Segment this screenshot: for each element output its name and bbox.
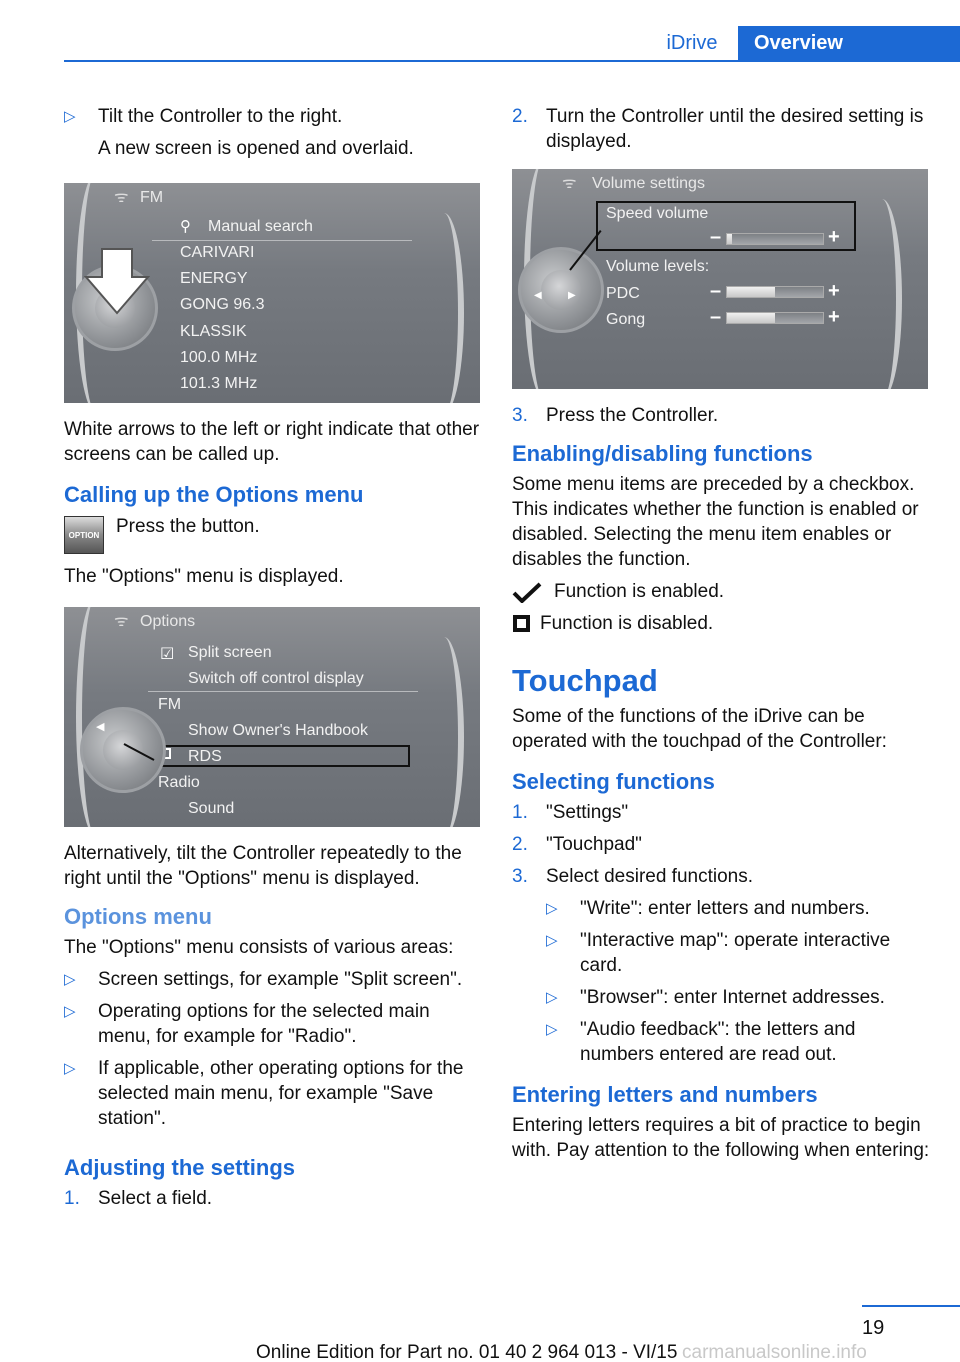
step-text: Select desired functions. [546, 866, 754, 887]
down-arrow-icon [84, 247, 150, 317]
step-number: 2. [512, 834, 528, 855]
menu-item: Manual search [208, 218, 313, 235]
options-screen-image [64, 607, 480, 827]
section-heading: Entering letters and numbers [512, 1082, 818, 1107]
bullet-text: "Write": enter letters and numbers. [580, 898, 870, 919]
check-icon: ☑ [160, 646, 175, 663]
signal-icon: ᯤ [114, 613, 129, 630]
menu-group: Radio [158, 774, 200, 791]
setting-label: PDC [606, 285, 640, 302]
option-button-icon: OPTION [64, 516, 104, 554]
right-arrow-icon: ▶ [568, 290, 576, 301]
paragraph: Function is enabled. [554, 581, 725, 602]
numbered-step [64, 1186, 482, 1211]
disabled-row [512, 611, 930, 637]
bullet-item [546, 896, 930, 921]
step-number: 2. [512, 106, 528, 127]
setting-label: Speed volume [606, 205, 709, 222]
menu-item: Switch off control display [188, 670, 364, 687]
bullet-text: Tilt the Controller to the right. [98, 106, 343, 127]
step-number: 1. [64, 1188, 80, 1209]
paragraph: Some menu items are preceded by a checkbox. This indicates whether the function is enabled or disabled. Selecting the menu item enables or disables the function. [512, 474, 919, 570]
step-text: Select a field. [98, 1188, 213, 1209]
plus-icon: + [828, 306, 840, 328]
step-text: Turn the Controller until the desired setting is displayed. [546, 106, 924, 152]
bullet-item [64, 967, 482, 992]
numbered-step [512, 832, 930, 857]
paragraph: Entering letters requires a bit of practice to begin with. Pay attention to the following when entering: [512, 1115, 930, 1161]
paragraph: Press the button. [116, 516, 260, 537]
bullet-text: If applicable, other operating options for the selected main menu, for example "Save station". [98, 1058, 464, 1129]
controller-knob [518, 247, 604, 333]
screen-arc-right [424, 213, 464, 403]
checkbox-icon [513, 615, 530, 632]
step-text: "Settings" [546, 802, 629, 823]
numbered-step [512, 864, 930, 889]
edition-text: Online Edition for Part no. 01 40 2 964 013 - VI/15 [256, 1342, 678, 1362]
step-number: 3. [512, 866, 528, 887]
triangle-bullet-icon: ▷ [546, 932, 558, 949]
menu-item: GONG 96.3 [180, 296, 265, 313]
screen-title: Options [140, 613, 196, 630]
volume-screen-image [512, 169, 928, 389]
menu-item: Sound [188, 800, 235, 817]
minus-icon: – [710, 280, 722, 302]
bullet-item [64, 104, 482, 161]
paragraph: The "Options" menu consists of various areas: [64, 937, 454, 958]
signal-icon: ᯤ [114, 189, 129, 206]
triangle-bullet-icon: ▷ [64, 1060, 76, 1077]
left-arrow-icon: ◀ [96, 721, 105, 733]
signal-icon: ᯤ [562, 175, 577, 192]
menu-item: ENERGY [180, 270, 248, 287]
menu-item: Show Owner's Handbook [188, 722, 369, 739]
numbered-step [512, 104, 930, 154]
bullet-text: "Browser": enter Internet addresses. [580, 987, 885, 1008]
section-heading: Adjusting the settings [64, 1155, 295, 1180]
bullet-text: Screen settings, for example "Split screen". [98, 969, 463, 990]
setting-label: Volume levels: [606, 258, 710, 275]
page-number: 19 [862, 1317, 885, 1339]
gong-slider [726, 312, 824, 324]
screen-arc-right [862, 199, 902, 389]
plus-icon: + [828, 226, 840, 248]
bullet-item [546, 985, 930, 1010]
bullet-subtext: A new screen is opened and overlaid. [98, 138, 414, 159]
triangle-bullet-icon: ▷ [546, 1021, 558, 1038]
triangle-bullet-icon: ▷ [64, 108, 76, 125]
right-column [512, 104, 930, 1163]
step-text: "Touchpad" [546, 834, 642, 855]
header-rule [64, 60, 960, 62]
left-arrow-icon: ◀ [534, 290, 542, 301]
step-number: 3. [512, 405, 528, 426]
bullet-item [64, 1056, 482, 1131]
footer-rule [862, 1305, 960, 1307]
plus-icon: + [828, 280, 840, 302]
menu-item: 101.3 MHz [180, 375, 258, 392]
paragraph: Alternatively, tilt the Controller repeatedly to the right until the "Options" menu is displayed. [64, 843, 462, 889]
menu-item: KLASSIK [180, 323, 247, 340]
bullet-text: Operating options for the selected main menu, for example for "Radio". [98, 1001, 430, 1047]
triangle-bullet-icon: ▷ [546, 900, 558, 917]
menu-group: FM [158, 696, 182, 713]
controller-knob [80, 707, 166, 793]
triangle-bullet-icon: ▷ [64, 971, 76, 988]
menu-item: RDS [188, 748, 222, 765]
enabled-row [512, 579, 930, 605]
minus-icon: – [710, 306, 722, 328]
step-text: Press the Controller. [546, 405, 719, 426]
paragraph: Some of the functions of the iDrive can be operated with the touchpad of the Controller: [512, 706, 887, 752]
bullet-item [546, 1017, 930, 1067]
fm-screen-image [64, 183, 480, 403]
paragraph: Function is disabled. [540, 613, 714, 634]
option-row [64, 514, 482, 554]
chapter-heading: Touchpad [512, 663, 658, 698]
section-heading: Options menu [64, 904, 212, 929]
section-heading: Enabling/disabling functions [512, 441, 813, 466]
divider [148, 691, 418, 692]
section-tab: iDrive [666, 32, 718, 54]
numbered-step [512, 800, 930, 825]
bullet-item [546, 928, 930, 978]
paragraph: The "Options" menu is displayed. [64, 566, 344, 587]
pdc-slider [726, 286, 824, 298]
triangle-bullet-icon: ▷ [546, 989, 558, 1006]
speed-volume-slider [726, 233, 824, 245]
check-icon [512, 581, 546, 603]
search-icon: ⚲ [180, 218, 191, 235]
numbered-step [512, 403, 930, 428]
screen-title: Volume settings [592, 175, 705, 192]
section-heading: Calling up the Options menu [64, 482, 364, 507]
watermark: carmanualsonline.info [682, 1342, 867, 1362]
bullet-text: "Audio feedback": the letters and numbers entered are read out. [580, 1019, 856, 1065]
menu-item: 100.0 MHz [180, 349, 258, 366]
section-heading: Selecting functions [512, 769, 715, 794]
triangle-bullet-icon: ▷ [64, 1003, 76, 1020]
left-column [64, 104, 482, 1211]
menu-item: Split screen [188, 644, 272, 661]
screen-arc-right [424, 637, 464, 827]
bullet-text: "Interactive map": operate interactive card. [580, 930, 891, 976]
step-number: 1. [512, 802, 528, 823]
setting-label: Gong [606, 311, 646, 328]
menu-item: CARIVARI [180, 244, 255, 261]
sub-bullet-list [512, 896, 930, 1067]
bullet-item [64, 999, 482, 1049]
screen-title: FM [140, 189, 164, 206]
active-section-tab: Overview [738, 26, 960, 62]
minus-icon: – [710, 226, 722, 248]
divider [152, 240, 412, 241]
paragraph: White arrows to the left or right indicate that other screens can be called up. [64, 419, 480, 465]
